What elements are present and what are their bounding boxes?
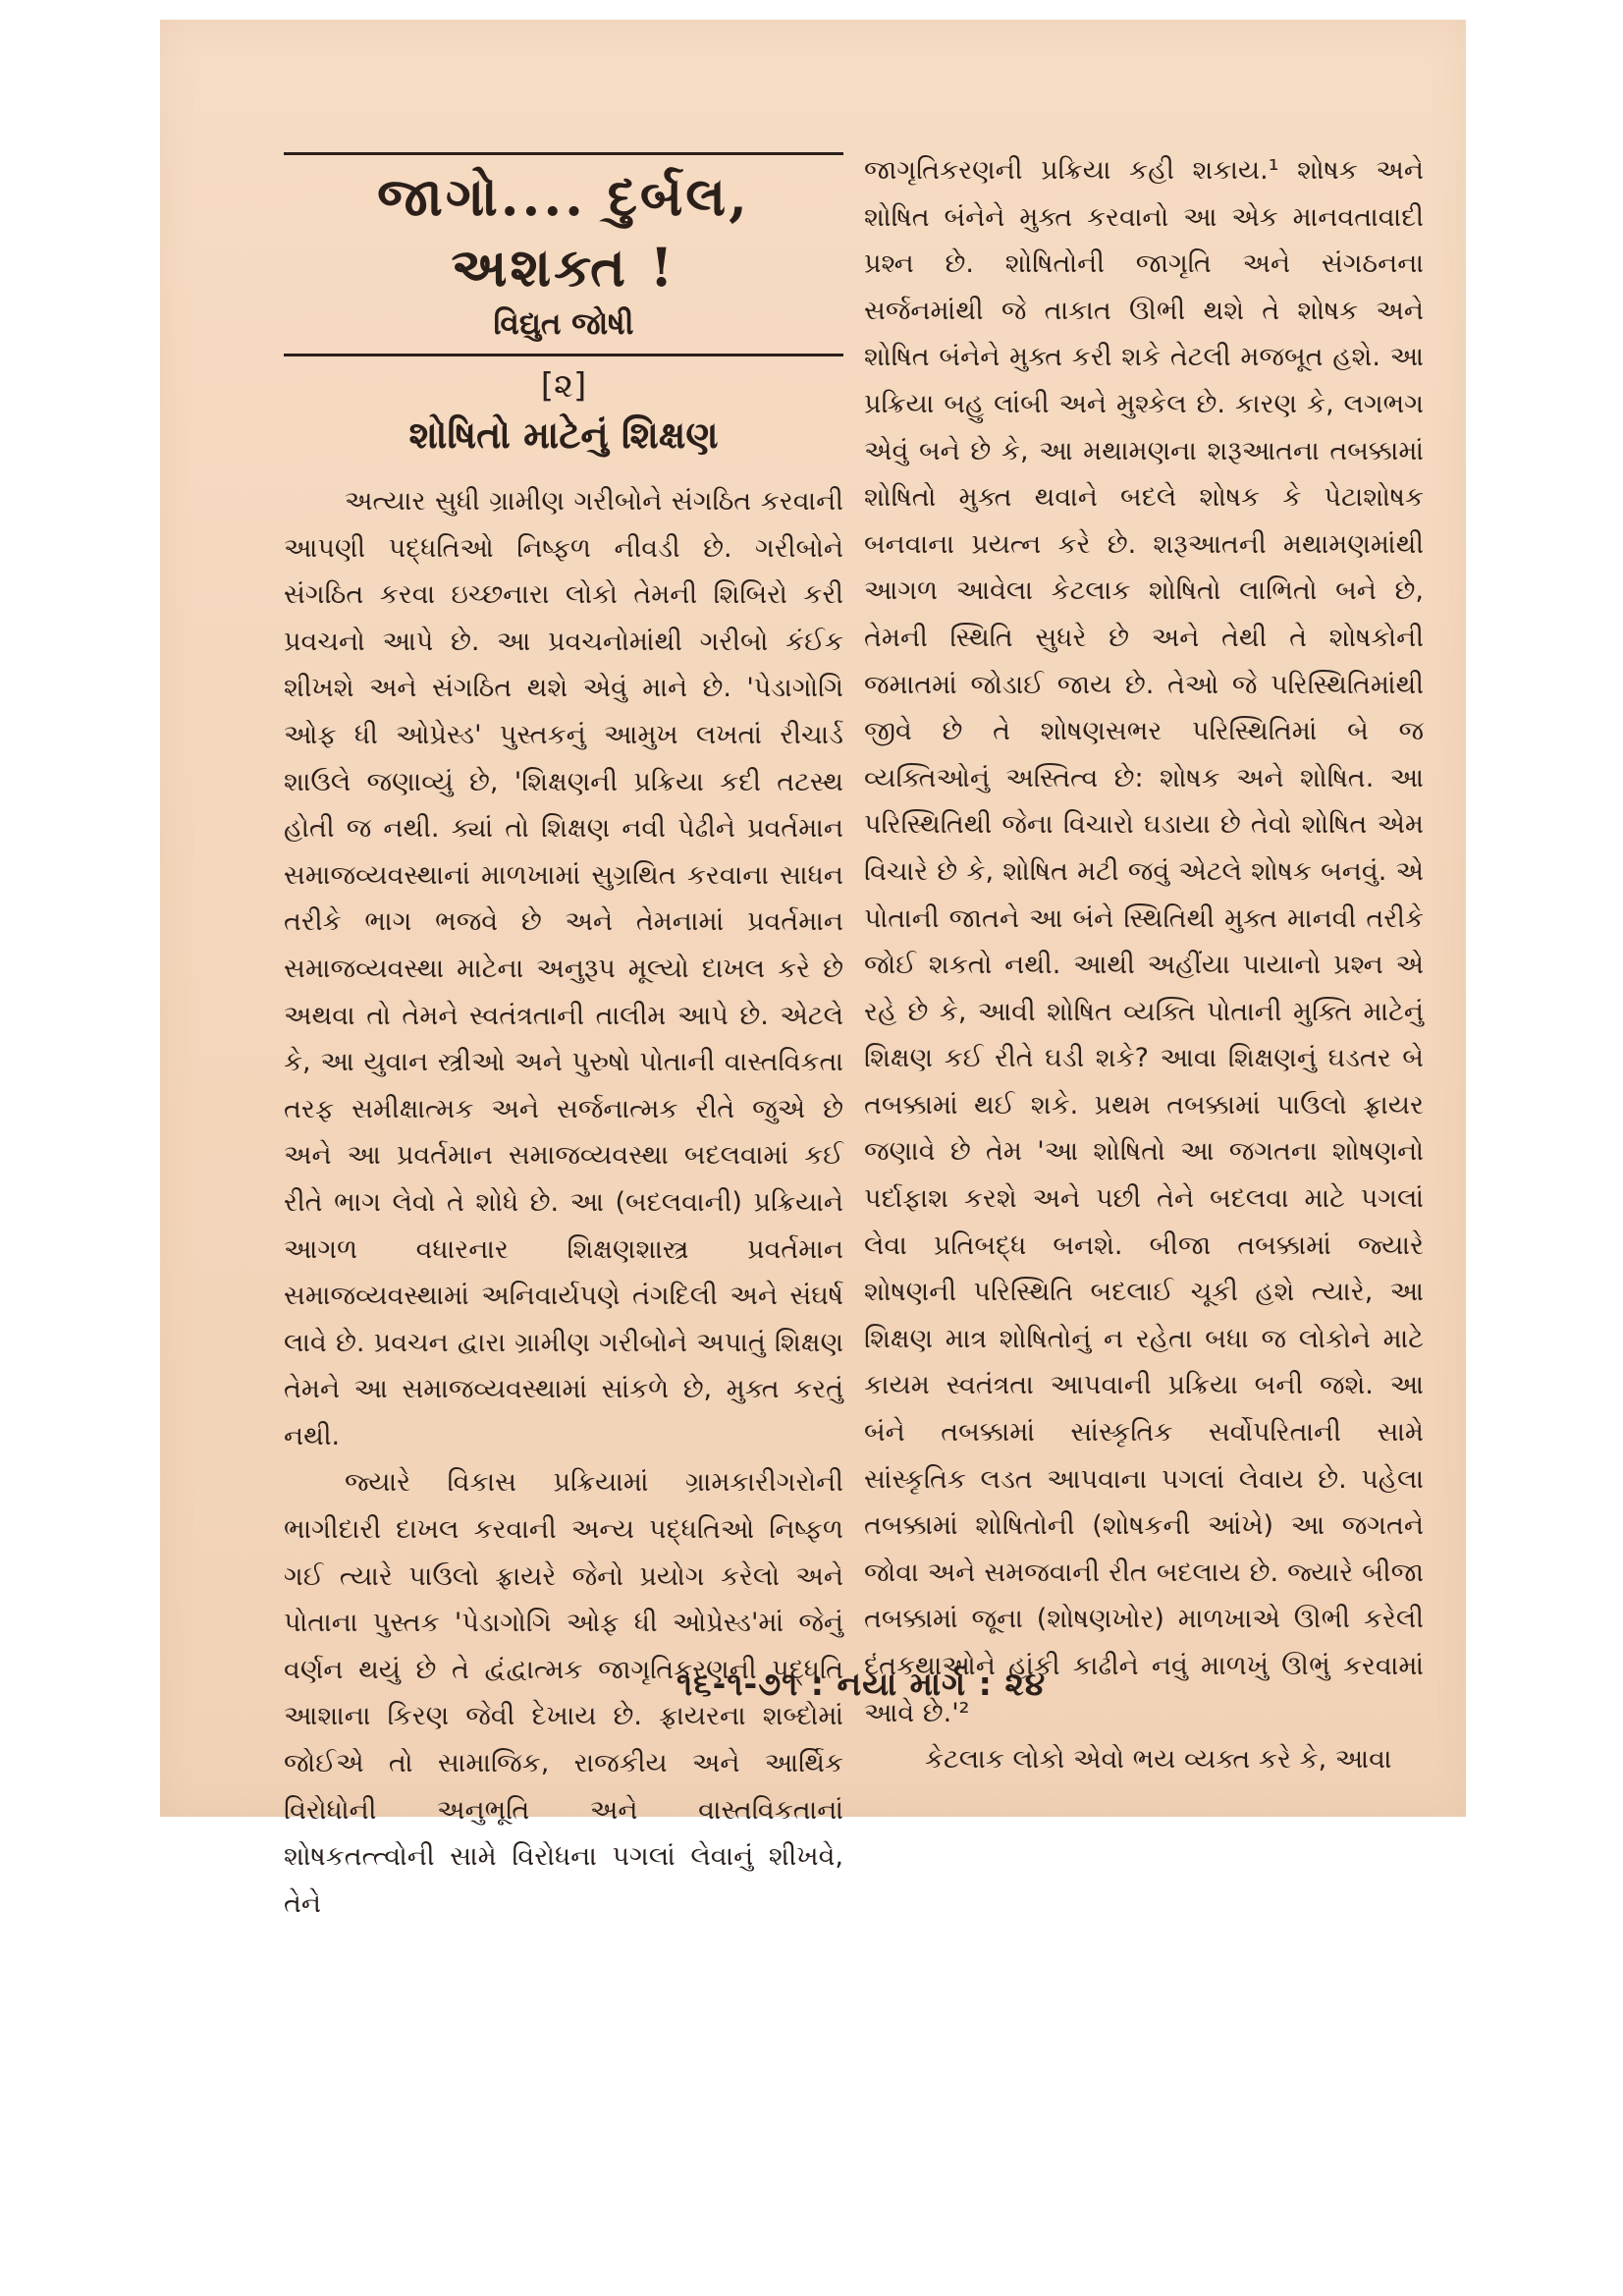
right-column xyxy=(864,147,1424,1783)
article-title: જાગો.... દુર્બલ, અશક્ત ! xyxy=(377,165,750,299)
left-paragraph-2: જ્યારે વિકાસ પ્રક્રિયામાં ગ્રામકારીગરોની ભાગીદારી દાખલ કરવાની અન્ય પદ્ધતિઓ નિષ્ફળ ગઈ ત્યારે પાઉલો ફ્રાયરે જેનો પ્રયોગ કરેલો અને પોતાના પુસ્તક 'પેડાગોગિ ઓફ ધી ઓપ્રેસ્ડ'માં જેનું વર્ણન થયું છે તે દ્વંદ્વાત્મક જાગૃતિકરણની પદ્ધતિ આશાના કિરણ જેવી દેખાય છે. ફ્રાયરના શબ્દોમાં જોઈએ તો સામાજિક, રાજકીય અને આર્થિક વિરોધોની અનુભૂતિ અને વાસ્તવિકતાનાં શોષકતત્ત્વોની સામે વિરોધના પગલાં લેવાનું શીખવે, તેને xyxy=(284,1467,843,1919)
left-paragraph-1: અત્યાર સુધી ગ્રામીણ ગરીબોને સંગઠિત કરવાની આપણી પદ્ધતિઓ નિષ્ફળ નીવડી છે. ગરીબોને સંગઠિત કરવા ઇચ્છનારા લોકો તેમની શિબિરો કરી પ્રવચનો આપે છે. આ પ્રવચનોમાંથી ગરીબો કંઈક શીખશે અને સંગઠિત થશે એવું માને છે. 'પેડાગોગિ ઓફ ધી ઓપ્રેસ્ડ' પુસ્તકનું આમુખ લખતાં રીચાર્ડ શાઉલે જણાવ્યું છે, 'શિક્ષણની પ્રક્રિયા કદી તટસ્થ હોતી જ નથી. ક્યાં તો શિક્ષણ નવી પેઢીને પ્રવર્તમાન સમાજવ્યવસ્થાનાં માળખામાં સુગ્રથિત કરવાના સાધન તરીકે ભાગ ભજવે છે અને તેમનામાં પ્રવર્તમાન સમાજવ્યવસ્થા માટેના અનુરૂપ મૂલ્યો દાખલ કરે છે અથવા તો તેમને સ્વતંત્રતાની તાલીમ આપે છે. એટલે કે, આ યુવાન સ્ત્રીઓ અને પુરુષો પોતાની વાસ્તવિકતા તરફ સમીક્ષાત્મક અને સર્જનાત્મક રીતે જુએ છે અને આ પ્રવર્તમાન સમાજવ્યવસ્થા બદલવામાં કઈ રીતે ભાગ લેવો તે શોધે છે. આ (બદલવાની) પ્રક્રિયાને આગળ વધારનાર શિક્ષણશાસ્ત્ર પ્રવર્તમાન સમાજવ્યવસ્થામાં અનિવાર્યપણે તંગદિલી અને સંઘર્ષ લાવે છે. પ્રવચન દ્વારા ગ્રામીણ ગરીબોને અપાતું શિક્ષણ તેમને આ સમાજવ્યવસ્થામાં સાંકળે છે, મુક્ત કરતું નથી. xyxy=(284,486,843,1451)
right-body xyxy=(864,147,1424,1783)
bottom-rule xyxy=(284,354,843,356)
top-rule xyxy=(284,152,843,155)
left-column xyxy=(284,152,843,1927)
author-name: વિદ્યુત જોષી xyxy=(493,306,634,342)
magazine-page xyxy=(160,20,1466,1919)
right-paragraph-2: કેટલાક લોકો એવો ભય વ્યક્ત કરે કે, આવા xyxy=(925,1744,1392,1776)
article-header xyxy=(284,152,843,461)
right-paragraph-1: જાગૃતિકરણની પ્રક્રિયા કહી શકાય.¹ શોષક અને શોષિત બંનેને મુક્ત કરવાનો આ એક માનવતાવાદી પ્રશ્ન છે. શોષિતોની જાગૃતિ અને સંગઠનના સર્જનમાંથી જે તાકાત ઊભી થશે તે શોષક અને શોષિત બંનેને મુક્ત કરી શકે તેટલી મજબૂત હશે. આ પ્રક્રિયા બહુ લાંબી અને મુશ્કેલ છે. કારણ કે, લગભગ એવું બને છે કે, આ મથામણના શરૂઆતના તબક્કામાં શોષિતો મુક્ત થવાને બદલે શોષક કે પેટાશોષક બનવાના પ્રયત્ન કરે છે. શરૂઆતની મથામણમાંથી આગળ આવેલા કેટલાક શોષિતો લાભિતો બને છે, તેમની સ્થિતિ સુધરે છે અને તેથી તે શોષકોની જમાતમાં જોડાઈ જાય છે. તેઓ જે પરિસ્થિતિમાંથી જીવે છે તે શોષણસભર પરિસ્થિતિમાં બે જ વ્યક્તિઓનું અસ્તિત્વ છે: શોષક અને શોષિત. આ પરિસ્થિતિથી જેના વિચારો ઘડાયા છે તેવો શોષિત એમ વિચારે છે કે, શોષિત મટી જવું એટલે શોષક બનવું. એ પોતાની જાતને આ બંને સ્થિતિથી મુક્ત માનવી તરીકે જોઈ શકતો નથી. આથી અહીંયા પાયાનો પ્રશ્ન એ રહે છે કે, આવી શોષિત વ્યક્તિ પોતાની મુક્તિ માટેનું શિક્ષણ કઈ રીતે ઘડી શકે? આવા શિક્ષણનું ઘડતર બે તબક્કામાં થઈ શકે. પ્રથમ તબક્કામાં પાઉલો ફ્રાયર જણાવે છે તેમ 'આ શોષિતો આ જગતના શોષણનો પર્દાફાશ કરશે અને પછી તેને બદલવા માટે પગલાં લેવા પ્રતિબદ્ધ બનશે. બીજા તબક્કામાં જ્યારે શોષણની પરિસ્થિતિ બદલાઈ ચૂકી હશે ત્યારે, આ શિક્ષણ માત્ર શોષિતોનું ન રહેતા બધા જ લોકોને માટે કાયમ સ્વતંત્રતા આપવાની પ્રક્રિયા બની જશે. આ બંને તબક્કામાં સાંસ્કૃતિક સર્વોપરિતાની સામે સાંસ્કૃતિક લડત આપવાના પગલાં લેવાય છે. પહેલા તબક્કામાં શોષિતોની (શોષકની આંખે) આ જગતને જોવા અને સમજવાની રીત બદલાય છે. જ્યારે બીજા તબક્કામાં જૂના (શોષણખોર) માળખાએ ઊભી કરેલી દંતકથાઓને હાંકી કાઢીને નવું માળખું ઊભું કરવામાં આવે છે.'² xyxy=(864,155,1424,1728)
left-body xyxy=(284,478,843,1927)
article-subtitle: શોષિતો માટેનું શિક્ષણ xyxy=(408,412,719,457)
page-footer: ૧૬-૧-૭૧ : નયા માર્ગ : ૨૪ xyxy=(676,1665,1047,1703)
part-number: [૨] xyxy=(540,366,587,406)
